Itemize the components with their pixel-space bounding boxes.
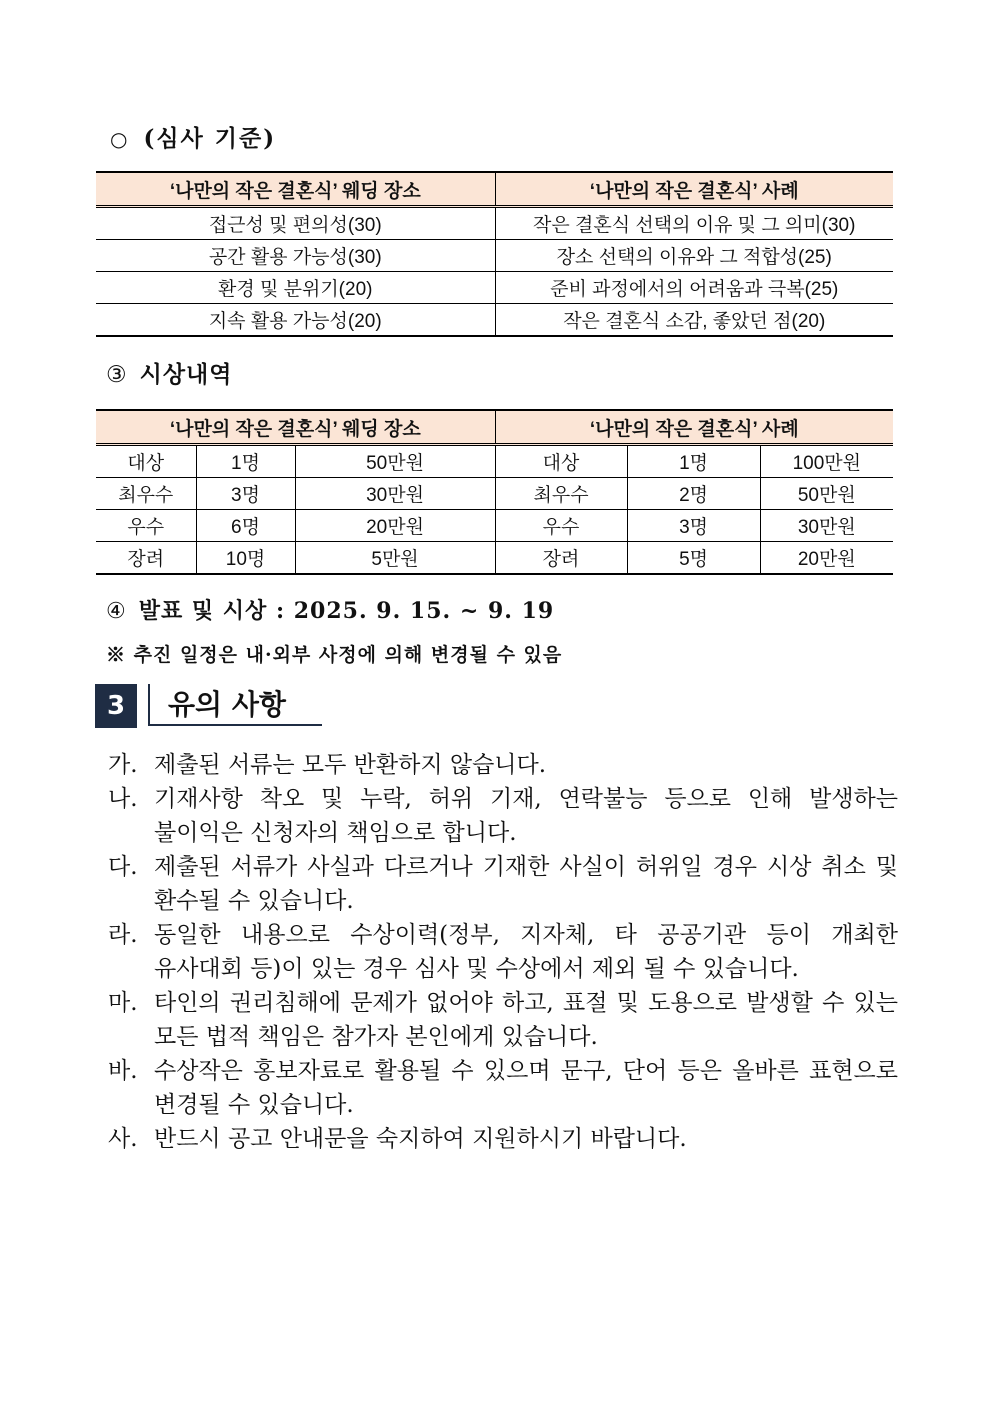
table-row bbox=[96, 445, 893, 478]
table-cell: 환경 및 분위기(20) bbox=[96, 272, 495, 304]
notes-list bbox=[108, 748, 898, 1156]
prize-table bbox=[96, 409, 893, 575]
table-cell: 지속 활용 가능성(20) bbox=[96, 304, 495, 337]
table-cell: 2명 bbox=[627, 478, 760, 510]
table-cell: 6명 bbox=[196, 510, 295, 542]
table-cell: 최우수 bbox=[495, 478, 627, 510]
prize-header-case: ‘나만의 작은 결혼식’ 사례 bbox=[495, 410, 893, 445]
table-cell: 우수 bbox=[96, 510, 196, 542]
list-item bbox=[108, 986, 898, 1054]
table-cell: 우수 bbox=[495, 510, 627, 542]
list-item-text: 제출된 서류는 모두 반환하지 않습니다. bbox=[154, 752, 547, 778]
table-cell: 장소 선택의 이유와 그 적합성(25) bbox=[495, 240, 893, 272]
announcement-line bbox=[106, 594, 554, 625]
table-cell: 20만원 bbox=[760, 542, 893, 575]
list-item bbox=[108, 1122, 898, 1156]
section-number-badge: 3 bbox=[95, 684, 137, 728]
table-cell: 공간 활용 가능성(30) bbox=[96, 240, 495, 272]
table-cell: 20만원 bbox=[295, 510, 495, 542]
table-cell: 30만원 bbox=[760, 510, 893, 542]
prize-heading bbox=[106, 356, 233, 389]
schedule-notice: ※ 추진 일정은 내·외부 사정에 의해 변경될 수 있음 bbox=[106, 644, 563, 666]
criteria-table bbox=[96, 171, 893, 337]
table-row bbox=[96, 304, 893, 337]
list-item-text: 반드시 공고 안내문을 숙지하여 지원하시기 바랍니다. bbox=[154, 1126, 687, 1152]
circle-bullet-icon: ○ bbox=[110, 127, 130, 151]
list-item-mark: 사. bbox=[108, 1126, 138, 1152]
table-cell: 10명 bbox=[196, 542, 295, 575]
criteria-heading-text: (심사 기준) bbox=[143, 125, 277, 152]
list-item-mark: 가. bbox=[108, 752, 138, 778]
table-row bbox=[96, 207, 893, 240]
table-row bbox=[96, 510, 893, 542]
table-row bbox=[96, 272, 893, 304]
circled-number-4: ④ bbox=[106, 599, 127, 624]
table-cell: 최우수 bbox=[96, 478, 196, 510]
table-row bbox=[96, 542, 893, 575]
table-row bbox=[96, 478, 893, 510]
list-item-mark: 다. bbox=[108, 854, 138, 880]
table-cell: 장려 bbox=[495, 542, 627, 575]
list-item-text: 기재사항 착오 및 누락, 허위 기재, 연락불능 등으로 인해 발생하는 불이익은 신청자의 책임으로 합니다. bbox=[154, 786, 898, 846]
table-cell: 작은 결혼식 소감, 좋았던 점(20) bbox=[495, 304, 893, 337]
criteria-heading bbox=[110, 120, 276, 153]
table-cell: 3명 bbox=[627, 510, 760, 542]
table-cell: 대상 bbox=[495, 445, 627, 478]
table-cell: 50만원 bbox=[760, 478, 893, 510]
table-cell: 5만원 bbox=[295, 542, 495, 575]
list-item bbox=[108, 850, 898, 918]
table-cell: 장려 bbox=[96, 542, 196, 575]
criteria-header-venue: ‘나만의 작은 결혼식’ 웨딩 장소 bbox=[96, 172, 495, 207]
prize-heading-text: 시상내역 bbox=[139, 361, 233, 388]
table-cell: 1명 bbox=[196, 445, 295, 478]
list-item-text: 타인의 권리침해에 문제가 없어야 하고, 표절 및 도용으로 발생할 수 있는 모든 법적 책임은 참가자 본인에게 있습니다. bbox=[154, 990, 898, 1050]
criteria-header-row bbox=[96, 172, 893, 207]
list-item-text: 제출된 서류가 사실과 다르거나 기재한 사실이 허위일 경우 시상 취소 및 환수될 수 있습니다. bbox=[154, 854, 898, 914]
list-item-mark: 나. bbox=[108, 786, 138, 812]
list-item-text: 수상작은 홍보자료로 활용될 수 있으며 문구, 단어 등은 올바른 표현으로 변경될 수 있습니다. bbox=[154, 1058, 898, 1118]
list-item bbox=[108, 918, 898, 986]
table-cell: 1명 bbox=[627, 445, 760, 478]
list-item-mark: 마. bbox=[108, 990, 138, 1016]
section-title: 유의 사항 bbox=[148, 684, 322, 726]
criteria-header-case: ‘나만의 작은 결혼식’ 사례 bbox=[495, 172, 893, 207]
list-item-text: 동일한 내용으로 수상이력(정부, 지자체, 타 공공기관 등이 개최한 유사대회 등)이 있는 경우 심사 및 수상에서 제외 될 수 있습니다. bbox=[154, 922, 898, 982]
list-item-mark: 바. bbox=[108, 1058, 138, 1084]
table-cell: 5명 bbox=[627, 542, 760, 575]
table-cell: 접근성 및 편의성(30) bbox=[96, 207, 495, 240]
table-cell: 대상 bbox=[96, 445, 196, 478]
table-cell: 작은 결혼식 선택의 이유 및 그 의미(30) bbox=[495, 207, 893, 240]
list-item-mark: 라. bbox=[108, 922, 138, 948]
circled-number-3: ③ bbox=[106, 362, 128, 388]
list-item bbox=[108, 782, 898, 850]
table-row bbox=[96, 240, 893, 272]
list-item bbox=[108, 748, 898, 782]
table-cell: 30만원 bbox=[295, 478, 495, 510]
table-cell: 준비 과정에서의 어려움과 극복(25) bbox=[495, 272, 893, 304]
list-item bbox=[108, 1054, 898, 1122]
table-cell: 100만원 bbox=[760, 445, 893, 478]
table-cell: 50만원 bbox=[295, 445, 495, 478]
announcement-text: 발표 및 시상 : 2025. 9. 15. ~ 9. 19 bbox=[138, 598, 555, 624]
prize-header-venue: ‘나만의 작은 결혼식’ 웨딩 장소 bbox=[96, 410, 495, 445]
table-cell: 3명 bbox=[196, 478, 295, 510]
prize-header-row bbox=[96, 410, 893, 445]
